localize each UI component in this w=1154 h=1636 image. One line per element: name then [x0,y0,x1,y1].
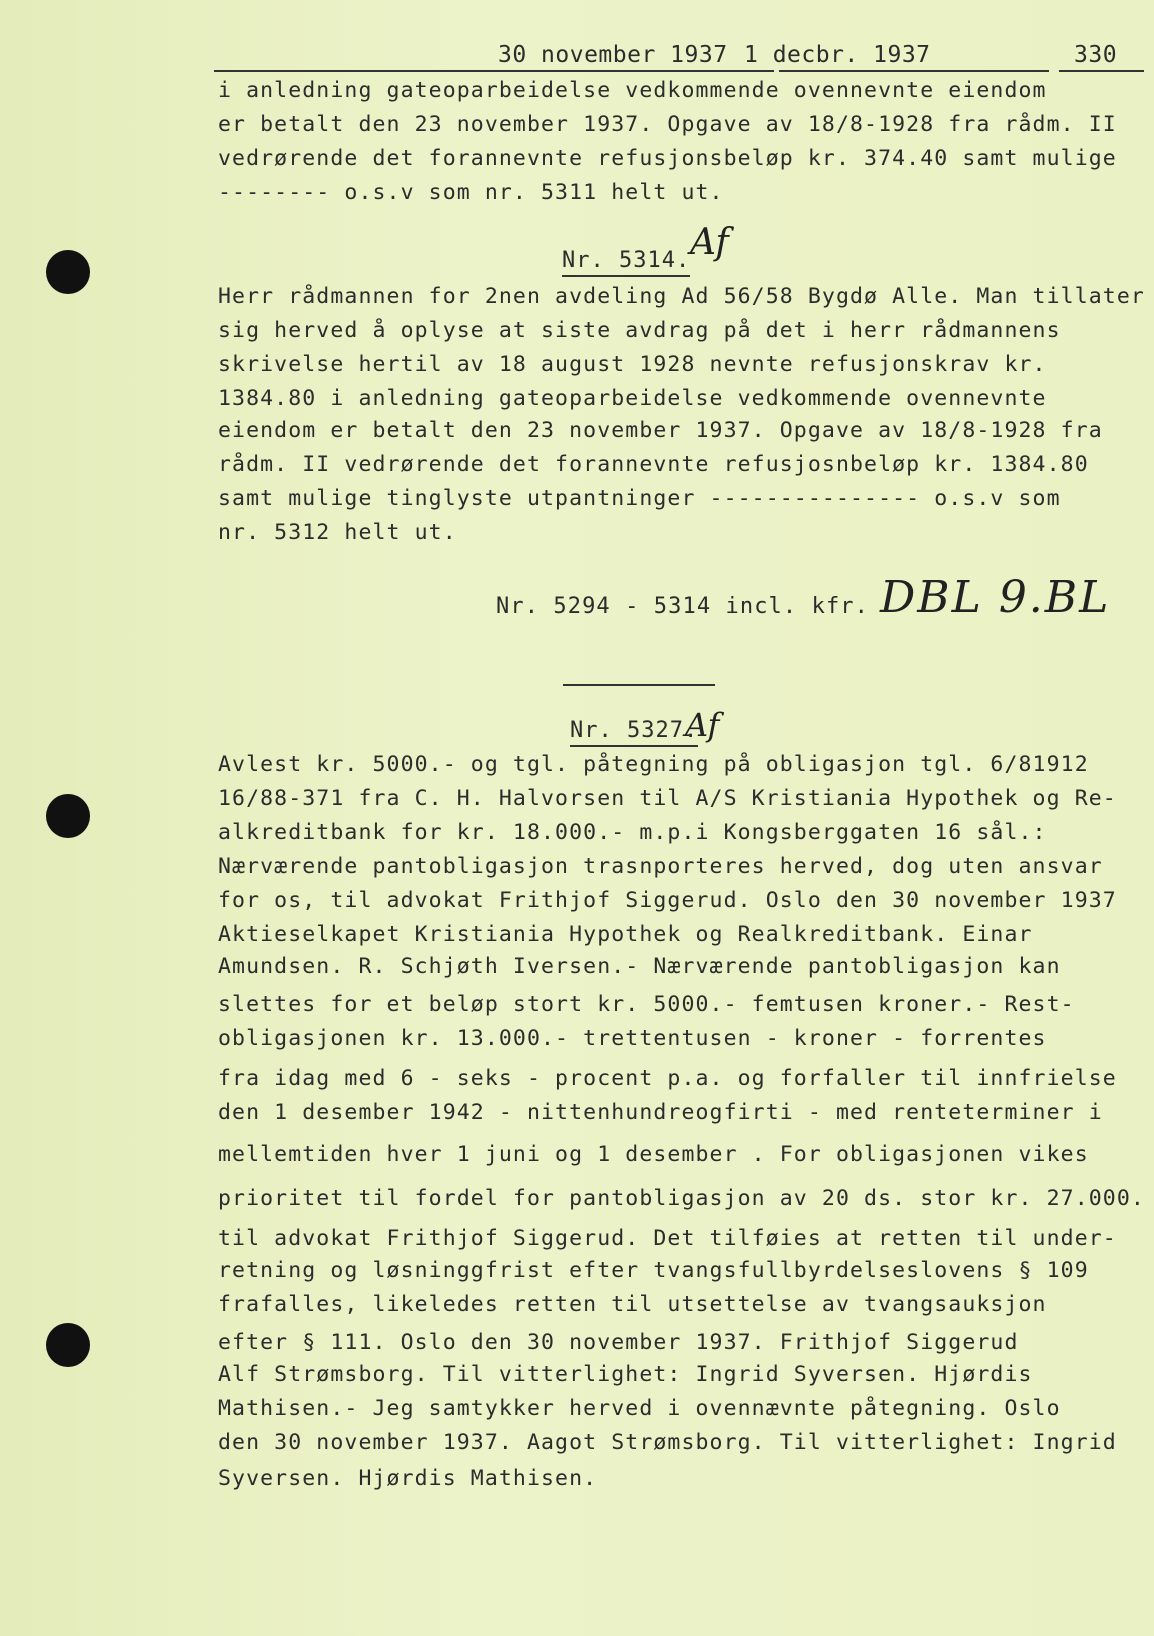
text-line: er betalt den 23 november 1937. Opgave av 18/8-1928 fra rådm. II [218,112,1117,137]
text-line: til advokat Frithjof Siggerud. Det tilføies at retten til under- [218,1226,1117,1251]
text-line: frafalles, likeledes retten til utsettelse av tvangsauksjon [218,1292,1047,1317]
punch-hole-middle [46,794,90,838]
text-line: i anledning gateoparbeidelse vedkommende ovennevnte eiendom [218,78,1047,103]
page-number: 330 [1074,42,1118,68]
page-header [214,36,1144,76]
text-line: Amundsen. R. Schjøth Iversen.- Nærværende pantobligasjon kan [218,954,1061,979]
text-line: 1384.80 i anledning gateoparbeidelse vedkommende ovennevnte [218,386,1047,411]
text-line: Avlest kr. 5000.- og tgl. påtegning på obligasjon tgl. 6/81912 [218,752,1089,777]
text-line: skrivelse hertil av 18 august 1928 nevnte refusjonskrav kr. [218,352,1047,377]
text-line: Alf Strømsborg. Til vitterlighet: Ingrid Syversen. Hjørdis [218,1362,1033,1387]
header-rule-right [1059,70,1144,72]
text-line: sig herved å oplyse at siste avdrag på det i herr rådmannens [218,318,1061,343]
text-line: slettes for et beløp stort kr. 5000.- femtusen kroner.- Rest- [218,992,1075,1017]
signature: DBL 9.BL [880,572,1111,623]
entry-heading-5327: Nr. 5327. [570,718,698,747]
text-line: Nærværende pantobligasjon trasnporteres herved, dog uten ansvar [218,854,1103,879]
text-line: fra idag med 6 - seks - procent p.a. og forfaller til innfrielse [218,1066,1117,1091]
text-line: retning og løsninggfrist efter tvangsfullbyrdelseslovens § 109 [218,1258,1089,1283]
text-line: samt mulige tinglyste utpantninger --------------- o.s.v som [218,486,1061,511]
header-rule-left [214,70,774,72]
text-line: rådm. II vedrørende det forannevnte refusjosnbeløp kr. 1384.80 [218,452,1089,477]
text-line: Herr rådmannen for 2nen avdeling Ad 56/58 Bygdø Alle. Man tillater [218,284,1145,309]
text-line: efter § 111. Oslo den 30 november 1937. Frithjof Siggerud [218,1330,1019,1355]
punch-hole-bottom [46,1323,90,1367]
text-line: 16/88-371 fra C. H. Halvorsen til A/S Kristiania Hypothek og Re- [218,786,1117,811]
text-line: eiendom er betalt den 23 november 1937. Opgave av 18/8-1928 fra [218,418,1103,443]
initials-5327: Af [685,706,720,744]
text-line: den 1 desember 1942 - nittenhundreogfirti - med renteterminer i [218,1100,1103,1125]
text-line: Mathisen.- Jeg samtykker herved i ovennævnte påtegning. Oslo [218,1396,1061,1421]
text-line: nr. 5312 helt ut. [218,520,457,545]
text-line: alkreditbank for kr. 18.000.- m.p.i Kongsberggaten 16 sål.: [218,820,1047,845]
text-line: vedrørende det forannevnte refusjonsbeløp kr. 374.40 samt mulige [218,146,1117,171]
header-rule-mid [779,70,1049,72]
header-date-left: 30 november 1937 [498,42,728,68]
initials-5314: Af [690,222,729,263]
text-line: obligasjonen kr. 13.000.- trettentusen - kroner - forrentes [218,1026,1047,1051]
text-line: for os, til advokat Frithjof Siggerud. Oslo den 30 november 1937 [218,888,1117,913]
text-line: den 30 november 1937. Aagot Strømsborg. Til vitterlighet: Ingrid [218,1430,1117,1455]
text-line: -------- o.s.v som nr. 5311 helt ut. [218,180,724,205]
text-line: Aktieselkapet Kristiania Hypothek og Realkreditbank. Einar [218,922,1033,947]
section-separator [563,684,715,686]
entry-heading-5314: Nr. 5314. [562,248,690,277]
summary-text: Nr. 5294 - 5314 incl. kfr. [496,594,869,619]
header-date-right: 1 decbr. 1937 [744,42,931,68]
text-line: mellemtiden hver 1 juni og 1 desember . For obligasjonen vikes [218,1142,1089,1167]
punch-hole-top [46,250,90,294]
text-line: Syversen. Hjørdis Mathisen. [218,1466,598,1491]
text-line: prioritet til fordel for pantobligasjon av 20 ds. stor kr. 27.000. [218,1186,1145,1211]
